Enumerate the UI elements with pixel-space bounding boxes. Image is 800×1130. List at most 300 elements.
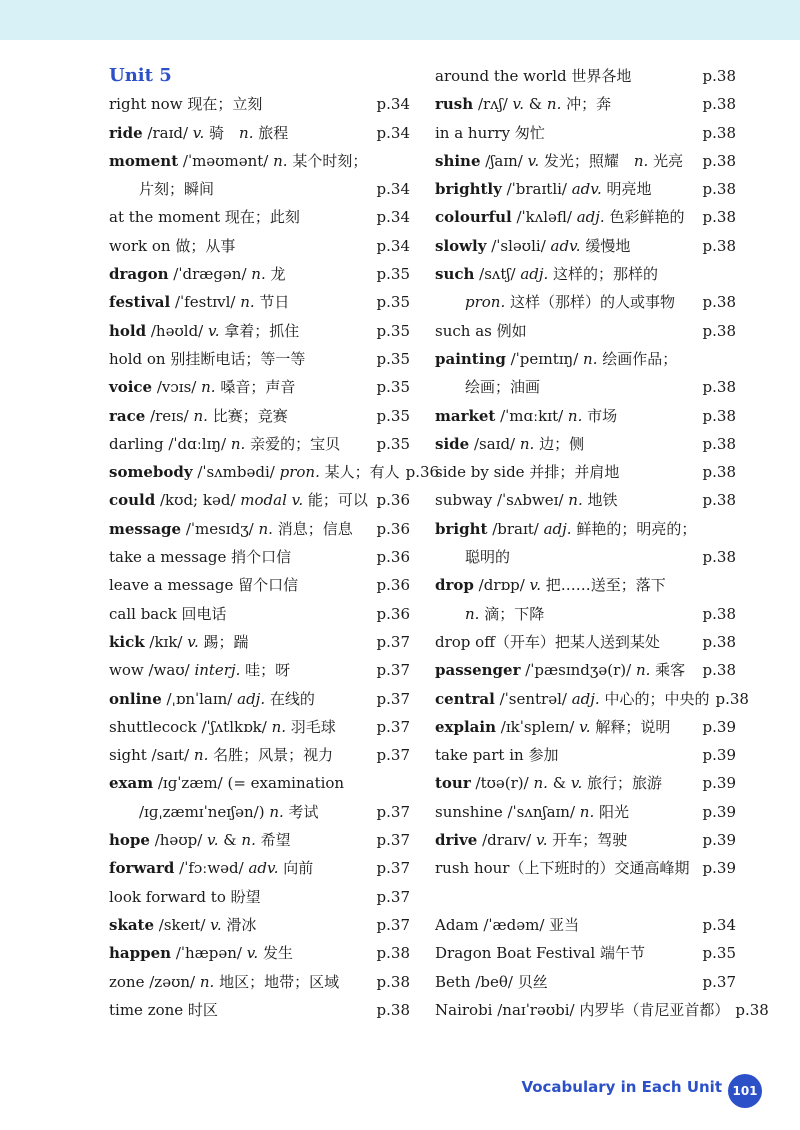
entry-text — [435, 458, 697, 486]
entry-detail: /ˈmɑːkɪt/ — [495, 406, 568, 425]
right-vocab-list — [435, 62, 769, 1024]
entry-meaning: 中心的；中央的 — [599, 689, 710, 708]
page-ref: p.38 — [702, 293, 736, 312]
entry-detail: /braɪt/ — [487, 519, 544, 538]
entry-text — [109, 260, 371, 288]
page-ref: p.37 — [376, 717, 410, 736]
entry-text — [109, 232, 371, 260]
page-ref: p.39 — [702, 746, 736, 765]
entry-text — [109, 883, 371, 911]
vocab-entry — [435, 486, 736, 514]
vocab-entry — [435, 119, 736, 147]
entry-detail: sight /saɪt/ — [109, 746, 194, 765]
vocab-entry — [435, 741, 736, 769]
vocab-entry — [435, 62, 736, 90]
entry-detail: darling /ˈdɑːlɪŋ/ — [109, 434, 231, 453]
entry-text — [435, 713, 697, 741]
entry-text — [435, 175, 697, 203]
part-of-speech: pron. — [465, 293, 506, 312]
page-ref: p.39 — [702, 859, 736, 878]
entry-detail: /ˈdrægən/ — [168, 265, 252, 284]
entry-text — [109, 515, 371, 543]
entry-detail: look forward to 盼望 — [109, 887, 261, 906]
part-of-speech: adj. — [576, 208, 605, 227]
part-of-speech: v. — [187, 632, 199, 651]
part-of-speech: n. — [201, 378, 216, 397]
vocab-entry — [109, 90, 410, 118]
vocab-entry — [109, 854, 410, 882]
part-of-speech: v. — [246, 944, 259, 963]
vocab-entry — [109, 798, 410, 826]
page-ref: p.34 — [376, 208, 410, 227]
entry-detail: Adam /ˈædəm/ 亚当 — [435, 915, 580, 934]
part-of-speech: n. — [258, 519, 273, 538]
page-ref: p.38 — [376, 1000, 410, 1019]
entry-detail: wow /waʊ/ — [109, 661, 195, 680]
entry-meaning: 某人；有人 — [319, 463, 400, 482]
entry-meaning: 考试 — [283, 802, 319, 821]
entry-text — [435, 854, 697, 882]
entry-meaning: 拿着；抓住 — [219, 321, 300, 340]
vocab-entry — [435, 175, 736, 203]
entry-meaning: 向前 — [278, 859, 314, 878]
part-of-speech: v. — [527, 151, 540, 170]
page-ref: p.38 — [702, 67, 736, 85]
vocab-entry — [435, 345, 736, 373]
part-of-speech: v. — [570, 774, 583, 793]
part-of-speech: n. — [465, 604, 480, 623]
entry-detail: side by side 并排；并肩地 — [435, 463, 620, 482]
part-of-speech: adv. — [550, 236, 581, 255]
vocab-entry — [109, 260, 410, 288]
part-of-speech: v. — [207, 831, 219, 850]
entry-meaning: 发光；照耀 — [539, 151, 634, 170]
entry-text — [109, 317, 371, 345]
page-ref: p.38 — [702, 151, 736, 170]
entry-detail: /ɪkˈspleɪn/ — [496, 717, 580, 736]
entry-text — [435, 939, 697, 967]
entry-meaning: 滴；下降 — [479, 604, 545, 623]
vocab-entry — [109, 119, 410, 147]
entry-detail: 聪明的 — [465, 548, 511, 567]
page-ref: p.38 — [715, 689, 749, 708]
entry-detail: hold on 别挂断电话；等一等 — [109, 349, 306, 368]
part-of-speech: n. — [273, 151, 288, 170]
entry-detail: leave a message 留个口信 — [109, 576, 299, 595]
entry-detail: /ˈsləʊli/ — [486, 236, 551, 255]
entry-text — [435, 798, 697, 826]
entry-detail: /ˈpæsɪndʒə(r)/ — [520, 661, 636, 680]
headword: passenger — [435, 661, 521, 680]
vocab-entry — [109, 628, 410, 656]
vocab-entry — [435, 543, 736, 571]
page-ref: p.38 — [702, 123, 736, 142]
headword: slowly — [435, 236, 487, 255]
page-ref: p.35 — [702, 944, 736, 963]
page-ref: p.38 — [702, 548, 736, 567]
entry-text — [435, 685, 709, 713]
entry-detail: take part in 参加 — [435, 746, 559, 765]
page-ref: p.36 — [376, 576, 410, 595]
part-of-speech: n. — [193, 746, 209, 765]
entry-detail: at the moment 现在；此刻 — [109, 208, 300, 227]
entry-meaning: 滑冰 — [221, 915, 257, 934]
vocab-entry — [109, 939, 410, 967]
vocab-entry — [435, 203, 736, 231]
entry-meaning: 地铁 — [582, 491, 618, 510]
entry-meaning: 边；侧 — [534, 434, 585, 453]
vocab-entry — [435, 458, 736, 486]
entry-text — [435, 373, 697, 401]
entry-meaning: 龙 — [265, 265, 286, 284]
vocab-entry — [109, 458, 440, 486]
entry-text — [435, 600, 697, 628]
entry-text — [109, 854, 371, 882]
vocab-entry — [435, 317, 736, 345]
entry-text — [109, 119, 371, 147]
page-ref: p.36 — [376, 491, 410, 510]
entry-detail: zone /zəʊn/ — [109, 972, 200, 991]
vocab-entry — [435, 600, 736, 628]
vocab-entry — [109, 515, 410, 543]
entry-text — [435, 486, 697, 514]
entry-text — [109, 628, 371, 656]
entry-meaning: 色彩鲜艳的 — [604, 208, 685, 227]
entry-text — [435, 402, 697, 430]
headword: skate — [109, 915, 155, 934]
entry-text — [109, 713, 371, 741]
vocab-entry — [109, 175, 410, 203]
entry-detail: take a message 捎个口信 — [109, 548, 292, 567]
part-of-speech: modal v. — [240, 491, 304, 510]
vocab-entry — [109, 203, 410, 231]
entry-text — [435, 769, 697, 797]
entry-meaning: 名胜；风景；视力 — [208, 746, 334, 765]
vocab-entry — [109, 571, 410, 599]
part-of-speech: n. — [546, 95, 562, 114]
entry-meaning: 明亮地 — [601, 180, 652, 199]
part-of-speech: adj. — [237, 689, 266, 708]
vocab-entry — [109, 147, 410, 175]
entry-detail: /vɔɪs/ — [152, 378, 202, 397]
part-of-speech: adj. — [571, 689, 600, 708]
entry-text — [435, 288, 697, 316]
vocab-entry — [109, 713, 410, 741]
page-ref: p.39 — [702, 774, 736, 793]
page-ref: p.35 — [376, 378, 410, 397]
vocab-entry — [109, 656, 410, 684]
part-of-speech: v. — [529, 576, 541, 595]
part-of-speech: v. — [512, 95, 525, 114]
vocab-entry — [109, 968, 410, 996]
entry-text — [435, 968, 697, 996]
list-spacer — [435, 883, 736, 911]
entry-text — [109, 826, 371, 854]
part-of-speech: n. — [579, 802, 595, 821]
headword: exam — [109, 774, 154, 793]
vocab-entry — [435, 515, 736, 543]
part-of-speech: n. — [193, 406, 208, 425]
headword: race — [109, 406, 146, 425]
vocab-entry — [435, 854, 736, 882]
entry-meaning: & — [547, 774, 571, 793]
vocab-entry — [435, 996, 769, 1024]
headword: online — [109, 689, 162, 708]
entry-detail: right now 现在；立刻 — [109, 95, 263, 114]
page-ref: p.38 — [376, 972, 410, 991]
vocab-entry — [435, 769, 736, 797]
headword: somebody — [109, 463, 193, 482]
entry-meaning: 冲；奔 — [561, 95, 612, 114]
entry-detail: /ˈməʊmənt/ — [178, 151, 274, 170]
page-ref: p.35 — [376, 265, 410, 284]
headword: hold — [109, 321, 147, 340]
entry-text — [435, 430, 697, 458]
entry-meaning: & — [524, 95, 547, 114]
vocab-entry — [435, 798, 736, 826]
part-of-speech: adj. — [543, 519, 572, 538]
entry-meaning: 绘画作品； — [597, 349, 678, 368]
entry-meaning: 羽毛球 — [286, 717, 336, 736]
part-of-speech: v. — [536, 831, 548, 850]
part-of-speech: n. — [635, 661, 651, 680]
headword: central — [435, 689, 495, 708]
headword: forward — [109, 859, 175, 878]
page-ref: p.38 — [702, 434, 736, 453]
page-ref: p.35 — [376, 406, 410, 425]
entry-text — [109, 798, 371, 826]
entry-detail: 绘画；油画 — [465, 378, 541, 397]
entry-meaning: 哇；呀 — [240, 661, 291, 680]
vocab-entry — [435, 402, 736, 430]
entry-text — [109, 939, 371, 967]
page-ref: p.37 — [376, 859, 410, 878]
entry-text — [109, 685, 371, 713]
vocab-entry — [435, 911, 736, 939]
entry-detail: /drɒp/ — [473, 576, 530, 595]
entry-detail: sunshine /ˈsʌnʃaɪn/ — [435, 802, 580, 821]
headword: festival — [109, 293, 171, 312]
entry-meaning: 嗓音；声音 — [215, 378, 296, 397]
entry-detail: in a hurry 匆忙 — [435, 123, 545, 142]
entry-meaning: 这样（那样）的人或事物 — [505, 293, 676, 312]
part-of-speech: adv. — [248, 859, 279, 878]
entry-text — [435, 232, 697, 260]
headword: ride — [109, 123, 143, 142]
entry-meaning: 踢；踹 — [198, 632, 249, 651]
entry-detail: /tʊə(r)/ — [470, 774, 534, 793]
vocab-entry — [109, 430, 410, 458]
left-column — [109, 62, 440, 1024]
page-ref: p.34 — [376, 180, 410, 199]
page-ref: p.38 — [376, 944, 410, 963]
vocab-entry — [109, 600, 410, 628]
entry-meaning: 希望 — [255, 831, 291, 850]
headword: market — [435, 406, 496, 425]
vocab-entry — [435, 430, 736, 458]
entry-detail: shuttlecock /ˈʃʌtlkɒk/ — [109, 717, 272, 736]
page-ref: p.37 — [376, 887, 410, 906]
entry-detail: /skeɪt/ — [154, 915, 211, 934]
entry-detail: /reɪs/ — [145, 406, 194, 425]
part-of-speech: interj. — [194, 661, 241, 680]
vocab-entry — [109, 288, 410, 316]
part-of-speech: n. — [199, 972, 215, 991]
headword: happen — [109, 944, 172, 963]
headword: could — [109, 491, 156, 510]
page-ref: p.38 — [702, 463, 736, 482]
headword: kick — [109, 632, 145, 651]
entry-meaning: 某个时刻； — [287, 151, 368, 170]
vocab-entry — [109, 741, 410, 769]
entry-detail: Dragon Boat Festival 端午节 — [435, 944, 645, 963]
entry-meaning: 缓慢地 — [580, 236, 631, 255]
vocab-entry — [435, 656, 736, 684]
headword: explain — [435, 717, 496, 736]
unit-title: Unit 5 — [109, 65, 172, 86]
headword: moment — [109, 151, 179, 170]
vocab-entry — [435, 260, 736, 288]
entry-detail: /ˈfɔːwəd/ — [174, 859, 249, 878]
entry-text — [109, 345, 371, 373]
entry-meaning: 发生 — [258, 944, 293, 963]
entry-meaning: 解释；说明 — [590, 717, 671, 736]
page-ref: p.36 — [376, 519, 410, 538]
entry-text — [109, 543, 371, 571]
headword: tour — [435, 774, 471, 793]
vocab-entry — [435, 713, 736, 741]
entry-text — [109, 996, 371, 1024]
headword: message — [109, 519, 182, 538]
page-ref: p.38 — [702, 236, 736, 255]
entry-detail: /ˈsʌmbədi/ — [192, 463, 280, 482]
entry-detail: /həʊld/ — [146, 321, 208, 340]
part-of-speech: pron. — [279, 463, 320, 482]
part-of-speech: n. — [567, 406, 583, 425]
entry-detail: /ˌɒnˈlaɪn/ — [161, 689, 238, 708]
entry-meaning: 消息；信息 — [272, 519, 353, 538]
page-ref: p.38 — [702, 180, 736, 199]
vocab-entry — [435, 373, 736, 401]
page-ref: p.37 — [702, 972, 736, 991]
page-ref: p.39 — [702, 802, 736, 821]
entry-meaning: 亲爱的；宝贝 — [245, 434, 341, 453]
entry-text — [109, 203, 371, 231]
entry-detail: /həʊp/ — [149, 831, 208, 850]
page-ref: p.38 — [702, 604, 736, 623]
headword: drop — [435, 576, 474, 595]
entry-text — [435, 571, 730, 599]
part-of-speech: n. — [533, 774, 548, 793]
entry-meaning: 在线的 — [265, 689, 315, 708]
entry-text — [435, 515, 730, 543]
part-of-speech: adj. — [520, 265, 549, 284]
headword: rush — [435, 95, 474, 114]
entry-meaning: 乘客 — [650, 661, 686, 680]
entry-text — [109, 600, 371, 628]
entry-detail: 片刻；瞬间 — [139, 180, 215, 199]
part-of-speech: n. — [240, 293, 255, 312]
entry-meaning: 阳光 — [594, 802, 630, 821]
entry-text — [435, 119, 697, 147]
entry-detail: /sʌtʃ/ — [474, 265, 521, 284]
vocab-entry — [109, 543, 410, 571]
entry-text — [435, 147, 697, 175]
page-ref: p.38 — [702, 661, 736, 680]
vocab-entry — [109, 996, 410, 1024]
page-ref: p.34 — [702, 915, 736, 934]
part-of-speech: n. — [241, 831, 256, 850]
page-ref: p.37 — [376, 746, 410, 765]
entry-detail: /ʃaɪn/ — [480, 151, 528, 170]
part-of-speech: n. — [519, 434, 535, 453]
page-ref: p.38 — [702, 95, 736, 114]
part-of-speech: n. — [230, 434, 246, 453]
entry-text — [435, 826, 697, 854]
entry-text — [435, 203, 697, 231]
vocab-entry — [435, 147, 736, 175]
vocab-entry — [109, 232, 410, 260]
page-ref: p.34 — [376, 123, 410, 142]
page-ref: p.39 — [702, 831, 736, 850]
vocab-entry — [109, 685, 410, 713]
part-of-speech: n. — [633, 151, 649, 170]
vocab-entry — [435, 90, 736, 118]
entry-detail: Beth /beθ/ 贝丝 — [435, 972, 548, 991]
headword: drive — [435, 831, 478, 850]
entry-text — [109, 288, 371, 316]
entry-text — [109, 90, 371, 118]
vocab-entry — [109, 402, 410, 430]
part-of-speech: n. — [251, 265, 266, 284]
page-ref: p.36 — [376, 548, 410, 567]
entry-detail: such as 例如 — [435, 321, 527, 340]
part-of-speech: v. — [579, 717, 591, 736]
page-ref: p.36 — [405, 463, 440, 482]
page-ref: p.37 — [376, 632, 410, 651]
entry-text — [109, 430, 371, 458]
entry-text — [109, 402, 371, 430]
footer-title: Vocabulary in Each Unit — [521, 1078, 722, 1096]
page-ref: p.38 — [702, 321, 736, 340]
page-ref: p.39 — [702, 717, 736, 736]
page-ref: p.37 — [376, 831, 410, 850]
entry-meaning: 开车；驾驶 — [547, 831, 628, 850]
entry-meaning: 旅行；旅游 — [582, 774, 663, 793]
entry-meaning: 把……送至；落下 — [540, 576, 666, 595]
entry-text — [435, 996, 729, 1024]
entry-text — [109, 486, 371, 514]
page-ref: p.37 — [376, 661, 410, 680]
entry-text — [435, 345, 730, 373]
top-band — [0, 0, 800, 40]
page-ref: p.37 — [376, 689, 410, 708]
page-ref: p.36 — [376, 604, 410, 623]
entry-detail: /ˈpeɪntɪŋ/ — [505, 349, 584, 368]
page-ref: p.35 — [376, 349, 410, 368]
entry-text — [109, 147, 404, 175]
entry-text — [435, 317, 697, 345]
page-ref: p.38 — [702, 406, 736, 425]
page-ref: p.35 — [376, 434, 410, 453]
entry-meaning: 这样的；那样的 — [548, 265, 659, 284]
page-ref: p.35 — [376, 293, 410, 312]
entry-text — [109, 458, 400, 486]
page-ref: p.38 — [702, 632, 736, 651]
entry-detail: /ˈkʌləfl/ — [511, 208, 577, 227]
headword: colourful — [435, 208, 512, 227]
part-of-speech: n. — [239, 123, 254, 142]
